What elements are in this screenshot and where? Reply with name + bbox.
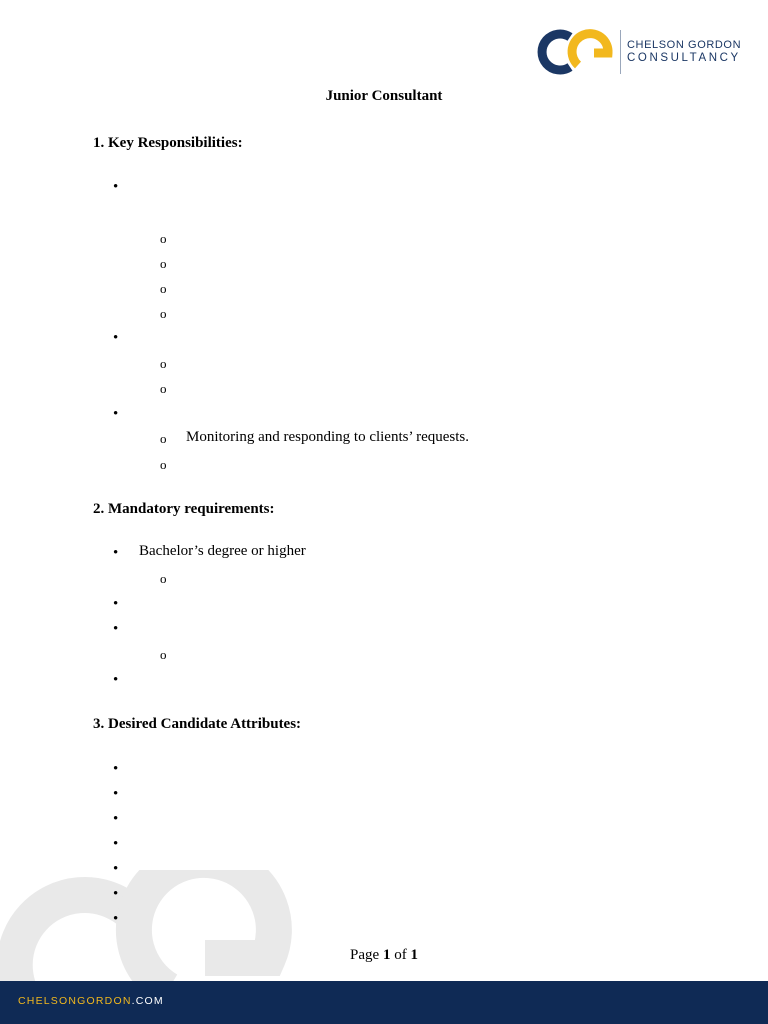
bullet-2-3: • <box>113 621 119 637</box>
sub-bullet: o <box>160 256 167 271</box>
bullet-3-5: • <box>113 861 119 877</box>
sub-bullet: o <box>160 231 167 246</box>
sub-bullet: o <box>160 431 167 446</box>
company-logo-icon <box>536 27 616 77</box>
bullet-1-1: • <box>113 179 119 195</box>
page-total: 1 <box>410 947 418 963</box>
bullet-1-2: • <box>113 330 119 346</box>
bullet-3-6: • <box>113 886 119 902</box>
footer-website <box>18 995 164 1007</box>
document-title: Junior Consultant <box>325 88 443 104</box>
bullet-2-4: • <box>113 672 119 688</box>
sub-bullet: o <box>160 306 167 321</box>
page-current: 1 <box>382 947 391 963</box>
footer-site-tld: .COM <box>131 995 164 1007</box>
bullet-3-7: • <box>113 911 119 927</box>
logo-line-2: CONSULTANCY <box>627 52 741 64</box>
section-heading-responsibilities: 1. Key Responsibilities: <box>93 135 243 151</box>
bullet-2-2: • <box>113 596 119 612</box>
sub-bullet: o <box>160 356 167 371</box>
logo-line-1: CHELSON GORDON <box>627 39 742 51</box>
list-item-text: Bachelor’s degree or higher <box>139 543 306 559</box>
bullet-3-2: • <box>113 786 119 802</box>
page-label: Page <box>350 947 383 963</box>
section-heading-attributes: 3. Desired Candidate Attributes: <box>93 716 302 732</box>
footer-site-name: CHELSONGORDON <box>18 995 132 1007</box>
logo-divider <box>620 30 621 74</box>
sub-bullet: o <box>160 381 167 396</box>
section-heading-requirements: 2. Mandatory requirements: <box>93 501 275 517</box>
bullet-3-3: • <box>113 811 119 827</box>
bullet-3-1: • <box>113 761 119 777</box>
sub-bullet: o <box>160 571 167 586</box>
list-item-text: Monitoring and responding to clients’ requests. <box>186 429 470 445</box>
page-number <box>0 947 768 964</box>
bullet-1-3: • <box>113 406 119 422</box>
watermark-logo <box>0 870 300 981</box>
page-label-mid: of <box>390 947 411 963</box>
bullet-3-4: • <box>113 836 119 852</box>
sub-bullet: o <box>160 281 167 296</box>
bullet-2-1: • <box>113 545 119 561</box>
logo-wordmark <box>627 39 741 65</box>
sub-bullet: o <box>160 647 167 662</box>
sub-bullet: o <box>160 457 167 472</box>
